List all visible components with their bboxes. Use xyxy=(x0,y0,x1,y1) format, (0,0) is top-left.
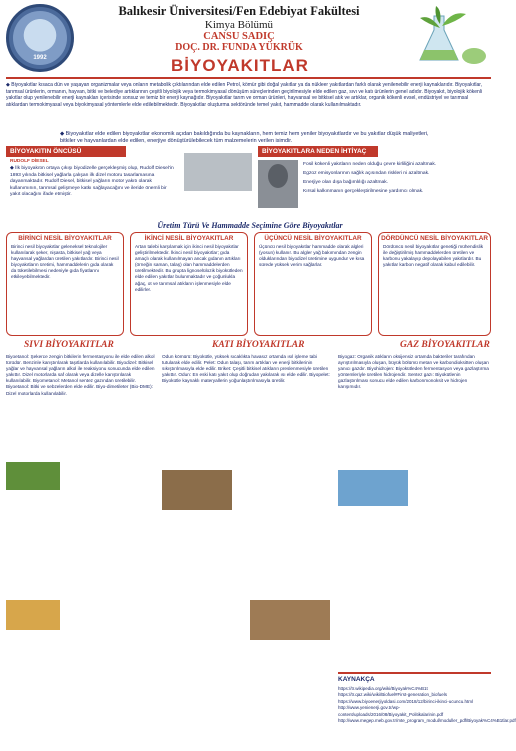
header-separator xyxy=(6,77,491,79)
solid-section-text: Odun kömürü: Biyokütle, yüksek sıcaklıkta havasız ortamda ısıl işleme tabi tutularak elde edilir. Pelet: Odun talaşı, tarım artıkları ve enerji bitkilerinin sıkıştırılmasıyla elde edilir. Briket: Çeşitli bitkisel atıkların preslenmesiyle üretilen yakıttır. Odun: En eski katı yakıt olup doğrudan yakılarak ısı elde edilir. Biyopelet: Biyokütle kaynaklı materyallerin yoğunlaştırılmasıyla üretilir. xyxy=(162,354,330,384)
bullet-icon: ◆ xyxy=(60,131,66,137)
history-banner: BİYOYAKITIN ÖNCÜSÜ xyxy=(6,146,126,157)
why-banner: BİYOYAKITLARA NEDEN İHTİYAÇ xyxy=(258,146,378,157)
poster-title: BİYOYAKITLAR xyxy=(171,56,309,75)
generation-card-2 xyxy=(130,232,248,336)
reference-link[interactable]: http://www.yenienerji.gov.tr/wp-content/uploads/2016/08/Biyoyakit_Politikalarinin.pdf xyxy=(338,705,444,717)
student-name: CANSU SADIÇ xyxy=(203,31,275,42)
references-divider xyxy=(338,672,491,674)
reference-link[interactable]: https://tr.wikipedia.org/wiki/Biyoyak%C4%B1t xyxy=(338,686,428,691)
gas-section-title: GAZ BİYOYAKITLAR xyxy=(400,340,490,350)
portrait-head xyxy=(268,164,288,188)
biogas-plant-photo xyxy=(338,470,408,506)
reference-link[interactable]: https://www.biyoenerjiyoldasi.com/2018/12/birinci-ikinci-ucuncu.html xyxy=(338,698,474,704)
generation-card-4 xyxy=(378,232,491,336)
generation-heading: BİRİNCİ NESİL BİYOYAKITLAR xyxy=(18,235,112,242)
why-item: Egzoz emisyonlarının sağlık açısından riskleri ni azaltmak. xyxy=(303,171,430,176)
generation-heading: DÖRDÜNCÜ NESİL BİYOYAKITLAR xyxy=(381,235,488,242)
why-item: Enerjiye olan dışa bağımlılığı azaltmak. xyxy=(303,180,389,185)
university-name: Balıkesir Üniversitesi/Fen Edebiyat Fakültesi xyxy=(118,4,360,18)
references-title: KAYNAKÇA xyxy=(338,676,375,683)
generation-text: Dördüncü nesil biyoyakıtlar genetiği mühendislik ile değiştirilmiş hammaddelerden üretilen ve karbonu yakalayıp depolayabilen yakıtlardır. Bu yakıtlar karbon negatif olarak kabul edilebilir. xyxy=(383,244,484,268)
generation-card-3 xyxy=(254,232,372,336)
solid-section-title: KATI BİYOYAKITLAR xyxy=(212,340,305,350)
why-list xyxy=(303,160,493,196)
why-item: Fosil kökenli yakıtların neden olduğu çevre kirliliğini azaltmak. xyxy=(303,162,437,167)
why-item: Kırsal kalkınmanın gerçekleştirilmesine yardımcı olmak. xyxy=(303,189,424,194)
intro-paragraph: ◆ Biyoyakıtlar kısaca dün ve yaşayan organizmalar veya onların metabolik çıktılarından elde edilen Petrol, kömür gibi doğal yakıtlar ya da nükleer yakıtlardan farklı olarak yenilenebilir enerji kaynaklarıdır. Biyoyakıtlar, tarımsal ürünlerin, ormanın, hayvan, bitki ve belediye artıklarının çeşitli biyolojik veya termokimyasal dönüşüm süreçlerinden geçirilmesiyle elde edilen gaz, sıvı ve katı ürünlerin genel adıdır. Biyoyakıt, biyolojik kökenli yakıtlar olup yenilenebilir enerji kaynakları içerisinde sonsuz ve temiz bir enerji kaynağıdır. Biyoyakıtlar tarım ve orman ürünleri, hayvansal ve bitkisel atık ve artıklar, organik kökenli evsel, endüstriyel ve tarımsal atıklardan termokimyasal veya biyokimyasal yöntemlerle elde edilebilmektedir. Biyoyakıtlar oluşturma sektöründe temel yakıt, hammadde olarak kullanılmaktadır. xyxy=(6,82,483,108)
reference-link[interactable]: http://www.megep.meb.gov.tr/mte_program_modul/moduller_pdf/Biyoyak%C4%B1tlar.pdf xyxy=(338,718,516,724)
logo-year: 1992 xyxy=(33,55,47,61)
history-text: ◆ İlk biyoyakıtın ortaya çıkışı biyodizelle gerçekleşmiş olup, Rudolf Diesel'in 1893 yılında bitkisel yağlarla çalışan ilk dizel motoru tasarlamasına dayanmaktadır. Rudolf Diesel, bitkisel yağların motor yakıtı olarak kullanımının, tarımsal gelişmeye katkı sağlayacağını ve ileride önemli bir yakıt olacağını ifade etmiştir. xyxy=(10,166,174,198)
intro-bullet: ◆ Biyoyakıtlar elde edilen biyoyakıtlar ekonomik açıdan bakıldığında bu kaynakların, hem temiz hem yeniler biyoyakıtlardır ve bu yakıtlar düşük maliyetleri, bitkiler ve hayvanlardan elde edilen, enerjiye dönüştürülebilecek tüm malzemelerin verilen isimdir. xyxy=(60,131,429,144)
generation-text: Üçüncü nesil biyoyakıtlar hammadde olarak algleri (yosun) kullanır. Bu algler yağ bakımından zengin olduklarından biyodizel üretimine uygundur ve kısa sürede yüksek verim sağlarlar. xyxy=(259,244,365,268)
flask-plant-illustration xyxy=(400,6,492,68)
biodiesel-photo xyxy=(6,600,60,630)
liquid-fuel-photo xyxy=(6,462,60,490)
liquid-section-title: SIVI BİYOYAKITLAR xyxy=(24,340,114,350)
generation-card-1 xyxy=(6,232,124,336)
engine-illustration xyxy=(184,153,252,191)
biopellet-photo xyxy=(250,600,330,640)
gas-section-text: Biyogaz: Organik atıkların oksijensiz ortamda bakteriler tarafından ayrıştırılmasıyla oluşan, büyük bölümü metan ve karbondioksitten oluşan yanıcı gazdır. Biyohidrojen: Biyokütleden fermentasyon veya gazlaştırma yöntemleriyle üretilen hidrojendir. Sentez gazı: Biyokütlenin gazlaştırılması sonucu elde edilen karbonmonoksit ve hidrojen karışımıdır. xyxy=(338,354,489,390)
references-list xyxy=(338,686,516,724)
bullet-icon: ◆ xyxy=(6,82,12,88)
generation-text: Artan talebi karşılamak için ikinci nesil biyoyakıtlar geliştirilmektedir. İkinci nesil biyoyakıtlar; gıda amaçlı olarak kullanılmayan ancak gıdanın artıkları (örneğin saman, talaş) olan hammaddelerden üretilmektedir. Bu grupta lignoselülozik biyokütleden elde edilen yakıtlar bulunmaktadır ve çoğunlukla ağaç, ot ve tarımsal atıkların işlenmesiyle elde edilirler. xyxy=(135,244,243,292)
generation-text: Birinci nesil biyoyakıtlar geleneksel teknolojiler kullanılarak şeker, nişasta, bitkisel yağ veya hayvansal yağlardan üretilen yakıtlardır. Birinci nesil biyoyakıtların üretimi, hammaddelerin gıda olarak da tüketilebilmesi nedeniyle gıda fiyatlarını etkileyebilmektedir. xyxy=(11,244,119,280)
generations-title: Üretim Türü Ve Hammadde Seçimine Göre Biyoyakıtlar xyxy=(157,221,343,230)
generation-heading: İKİNCİ NESİL BİYOYAKITLAR xyxy=(144,235,234,242)
wood-pellet-photo xyxy=(162,470,232,510)
history-subtitle: RUDOLF DİESEL xyxy=(10,159,49,164)
liquid-section-text: Biyoetanol: Şekerce zengin bitkilerin fermentasyonu ile elde edilen alkol türüdür. Benzinle karıştırılarak taşıtlarda kullanılabilir. Biyodizel: Bitkisel yağlar ve hayvansal yağların alkol ile reaksiyonu sonucunda elde edilen yakıttır. Dizel motorlarda saf olarak veya dizelle karıştırılarak kullanılabilir. Biyometanol: Metanol sentez gazından üretilebilir. Biyoetanol: Bitki ve sebzelerden elde edilir. Biyo-dimetileter (Bio-DME): Dizel motorlarda kullanılabilir. xyxy=(6,354,155,396)
bullet-icon: ◆ xyxy=(10,166,16,171)
department-name: Kimya Bölümü xyxy=(204,19,274,31)
advisor-name: DOÇ. DR. FUNDA YÜKRÜK xyxy=(175,42,303,53)
reference-link[interactable]: https://tr.qaz.wiki/wiki/Biofuel#First-generation_biofuels xyxy=(338,692,448,698)
generation-heading: ÜÇÜNCÜ NESİL BİYOYAKITLAR xyxy=(264,235,362,242)
